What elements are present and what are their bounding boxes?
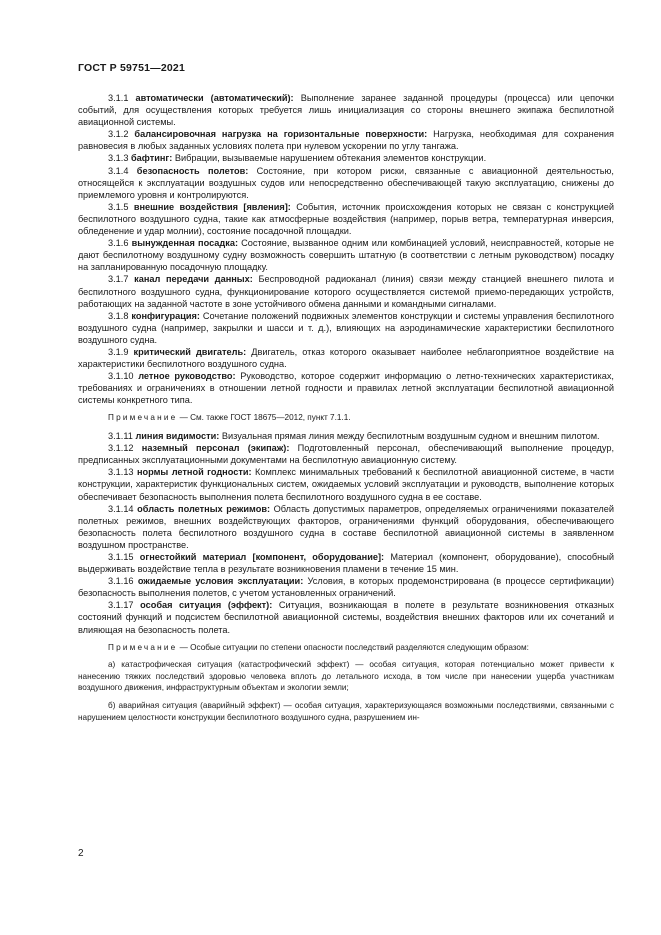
note-list-item — [78, 659, 614, 694]
term: критический двигатель: — [133, 346, 247, 357]
definition-paragraph — [78, 310, 614, 346]
note-paragraph — [78, 412, 614, 424]
definition-paragraph — [78, 165, 614, 201]
definition-text: Двигатель, отказ которого оказывает наиболее неблагоприятное воздействие на характеристики беспилотного воздушного судна. — [78, 346, 614, 370]
definition-paragraph — [78, 575, 614, 599]
clause-number: 3.1.6 — [108, 238, 129, 249]
term: вынужденная посадка: — [131, 238, 238, 249]
note-item-text: б) аварийная ситуация (аварийный эффект) — особая ситуация, характеризующаяся возможными последствиями, связанными с нарушением целостности конструкции беспилотного воздушного судна, разрушением ин- — [78, 701, 614, 722]
term: линия видимости: — [135, 431, 220, 442]
clause-number: 3.1.8 — [108, 310, 129, 321]
definition-paragraph — [78, 152, 614, 164]
clause-number: 3.1.5 — [108, 201, 129, 212]
note-item-text: а) катастрофическая ситуация (катастрофический эффект) — особая ситуация, которая потенциально может привести к нанесению тяжких последствий здоровью человека вплоть до летального исхода, в том числе при нанесении ущерба участникам воздушного движения, инфраструктурным объектам и экологии земли; — [78, 660, 614, 693]
clause-number: 3.1.7 — [108, 274, 129, 285]
definition-text: Ситуация, возникающая в полете в результате возникновения отказных состояний функций и подсистем беспилотной авиационной системы, воздействия внешних факторов или их сочетаний и влияющая на безопасность полета. — [78, 600, 614, 635]
document-header: ГОСТ Р 59751—2021 — [78, 62, 186, 74]
definition-text: Условия, в которых продемонстрирована (в процессе сертификации) безопасность выполнения полетов, с учетом установленных ограничений. — [78, 576, 614, 599]
clause-number: 3.1.15 — [108, 551, 134, 562]
note-text: — Особые ситуации по степени опасности последствий разделяются следующим образом: — [179, 642, 529, 652]
term: конфигурация: — [131, 310, 200, 321]
definition-text: Состояние, при котором риски, связанные с авиационной деятельностью, относящейся к эксплуатации воздушных судов или непосредственно обеспечивающей такую эксплуатацию, снижены до приемлемого уровня и контролируются. — [78, 165, 614, 200]
term: балансировочная нагрузка на горизонтальные поверхности: — [134, 129, 428, 140]
definition-paragraph — [78, 346, 614, 370]
term: нормы летной годности: — [136, 467, 252, 478]
term: бафтинг: — [131, 153, 173, 164]
note-paragraph — [78, 642, 614, 654]
definition-paragraph — [78, 273, 614, 309]
clause-number: 3.1.4 — [108, 165, 129, 176]
page-number: 2 — [78, 848, 84, 859]
note-list-item — [78, 700, 614, 723]
term: особая ситуация (эффект): — [140, 600, 273, 611]
term: область полетных режимов: — [137, 503, 271, 514]
definition-text: Сочетание положений подвижных элементов конструкции и системы управления беспилотного воздушного судна (например, закрылки и шасси и т. д.), влияющих на аэродинамические характеристики беспилотного воздушного судна. — [78, 310, 614, 345]
definition-text: Нагрузка, необходимая для сохранения равновесия в любых заданных условиях полета при нулевом ускорении по углу тангажа. — [78, 129, 614, 152]
definition-text: Визуальная прямая линия между беспилотным воздушным судном и внешним пилотом. — [221, 431, 600, 442]
term: наземный персонал (экипаж): — [141, 443, 290, 454]
definition-paragraph — [78, 503, 614, 551]
term: канал передачи данных: — [134, 274, 253, 285]
definition-text: События, источник происхождения которых не связан с конструкцией беспилотного воздушного судна, такие как атмосферные воздействия (например, порыв ветра, температурная инверсия, обледенение и удар молнии), состояние посадочной площадки. — [78, 201, 615, 237]
definition-paragraph — [78, 201, 614, 237]
definition-paragraph — [78, 237, 614, 273]
definition-paragraph — [78, 551, 614, 575]
clause-number: 3.1.14 — [108, 503, 134, 514]
definition-paragraph — [78, 430, 614, 442]
term: летное руководство: — [138, 371, 236, 382]
note-text: — См. также ГОСТ 18675—2012, пункт 7.1.1. — [179, 413, 351, 423]
note-label: Примечание — [108, 642, 178, 652]
clause-number: 3.1.11 — [108, 431, 133, 442]
definition-text: Подготовленный персонал, обеспечивающий выполнение процедур, предписанных эксплуатационными документами на беспилотную авиационную систему. — [78, 443, 615, 466]
definition-text: Область допустимых параметров, определяемых ограничениями показателей полетных режимов, внешних воздействующих факторов, ограничениями функций оборудования, обеспечивающего безопасность полета беспилотного воздушного судна в составе беспилотной авиационной системы в заявленном воздушном пространстве. — [78, 503, 614, 550]
term: внешние воздействия [явления]: — [133, 201, 291, 212]
definition-paragraph — [78, 442, 614, 466]
definition-paragraph — [78, 370, 614, 406]
definition-text: Комплекс минимальных требований к беспилотной авиационной системе, в части конструкции, характеристик функциональных систем, ожидаемых условий эксплуатации и руководств, выполнение которых обеспечивает безопасность выполнения полета беспилотного воздушного судна в ее составе. — [78, 467, 614, 502]
definition-paragraph — [78, 92, 614, 128]
definition-text: Состояние, вызванное одним или комбинацией условий, неисправностей, которые не дают беспилотному воздушному судну возможность совершить штатную (в соответствии с летным руководством) посадку на запланированную посадочную площадку. — [78, 238, 614, 273]
definition-paragraph — [78, 599, 614, 635]
clause-number: 3.1.13 — [108, 467, 134, 478]
definition-paragraph — [78, 128, 614, 152]
definition-text: Выполнение заранее заданной процедуры (процесса) или цепочки событий, для осуществления которых требуется лишь инициализация со стороны внешнего экипажа беспилотной авиационной системы. — [78, 93, 614, 128]
definition-text: Руководство, которое содержит информацию о летно-технических характеристиках, требованиях и ограничениях в отношении летной годности и правилах летной эксплуатации беспилотной авиационной системы конкретного типа. — [78, 371, 614, 406]
term: безопасность полетов: — [136, 165, 249, 176]
clause-number: 3.1.12 — [108, 443, 134, 454]
definition-text: Беспроводной радиоканал (линия) связи между станцией внешнего пилота и беспилотного воздушного судна, функционирование которого осуществляется системой приемо-передающих устройств, работающих на заданной частоте в зоне устойчивого обмена данными и командными сигналами. — [78, 274, 614, 309]
clause-number: 3.1.2 — [108, 129, 129, 140]
definition-text: Вибрации, вызываемые нарушением обтекания элементов конструкции. — [174, 153, 487, 164]
document-body — [78, 92, 614, 729]
clause-number: 3.1.9 — [108, 346, 129, 357]
clause-number: 3.1.16 — [108, 576, 134, 587]
term: огнестойкий материал [компонент, оборудование]: — [139, 551, 385, 562]
clause-number: 3.1.1 — [108, 93, 129, 103]
clause-number: 3.1.3 — [108, 153, 129, 164]
clause-number: 3.1.10 — [108, 371, 134, 382]
note-label: Примечание — [108, 413, 178, 423]
term: автоматически (автоматический): — [135, 93, 294, 103]
clause-number: 3.1.17 — [108, 600, 134, 611]
term: ожидаемые условия эксплуатации: — [137, 576, 304, 587]
definition-text: Материал (компонент, оборудование), способный выдерживать воздействие тепла в результате возникновения пламени в течение 15 мин. — [78, 551, 614, 575]
definition-paragraph — [78, 466, 614, 502]
